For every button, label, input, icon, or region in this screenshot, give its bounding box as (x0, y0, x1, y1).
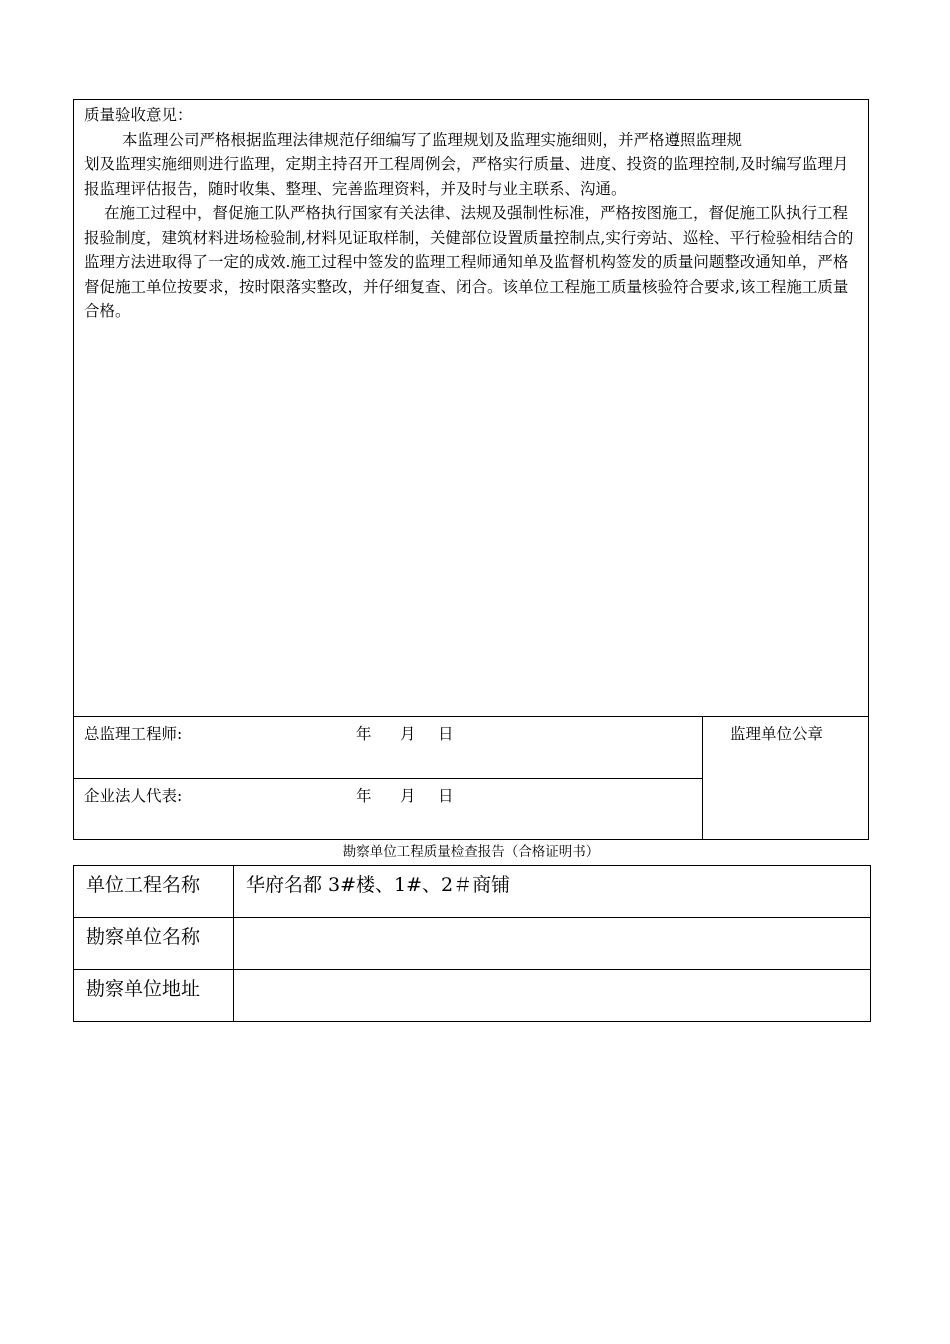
opinion-paragraph-1-continued: 划及监理实施细则进行监理，定期主持召开工程周例会，严格实行质量、进度、投资的监理控制,及时编写监理月报监理评估报告，随时收集、整理、完善监理资料，并及时与业主联系、沟通。 (84, 155, 849, 198)
date-month-label: 月 (400, 787, 416, 805)
row-label: 勘察单位名称 (74, 918, 234, 970)
table-row (74, 970, 871, 1022)
chief-engineer-label: 总监理工程师: (84, 725, 183, 743)
opinion-heading: 质量验收意见： (84, 106, 193, 124)
supervision-seal-cell (702, 717, 870, 839)
legal-representative-row (74, 779, 703, 841)
date-day-label: 日 (438, 787, 454, 805)
date-year-label: 年 (356, 787, 372, 805)
row-value (234, 918, 871, 970)
quality-acceptance-opinion-section (73, 99, 869, 717)
opinion-paragraph-1-start: 本监理公司严格根据监理法律规范仔细编写了监理规划及监理实施细则，并严格遵照监理规 (122, 130, 743, 149)
survey-report-table (73, 865, 871, 1022)
seal-label: 监理单位公章 (730, 725, 824, 743)
table-row (74, 866, 871, 918)
date-day-label: 日 (438, 725, 454, 743)
row-value (234, 970, 871, 1022)
chief-engineer-row (74, 717, 703, 779)
table-row (74, 918, 871, 970)
row-value: 华府名都 3#楼、1#、2＃商铺 (234, 866, 871, 918)
opinion-paragraph-2: 在施工过程中，督促施工队严格执行国家有关法律、法规及强制性标准，严格按图施工，督促施工队执行工程报验制度，建筑材料进场检验制,材料见证取样制，关健部位设置质量控制点,实行旁站、巡栓、平行检验相结合的监理方法进取得了一定的成效.施工过程中签发的监理工程师通知单及监督机构签发的质量问题整改通知单，严格督促施工单位按要求，按时限落实整改，并仔细复查、闭合。该单位工程施工质量核验符合要求,该工程施工质量合格。 (84, 204, 854, 320)
row-label: 单位工程名称 (74, 866, 234, 918)
row-label: 勘察单位地址 (74, 970, 234, 1022)
date-year-label: 年 (356, 725, 372, 743)
report-title: 勘察单位工程质量检查报告（合格证明书） (342, 844, 600, 860)
legal-representative-label: 企业法人代表: (84, 787, 183, 805)
date-month-label: 月 (400, 725, 416, 743)
signature-section (73, 716, 869, 840)
